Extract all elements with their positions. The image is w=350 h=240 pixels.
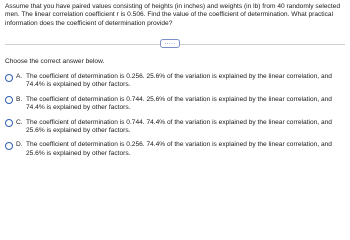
- option-a-letter: A.: [16, 73, 23, 80]
- option-b-letter: B.: [16, 95, 23, 103]
- radio-button-b[interactable]: [5, 96, 13, 104]
- option-c[interactable]: [5, 119, 347, 136]
- expand-more-button[interactable]: [160, 39, 180, 48]
- radio-button-c[interactable]: [5, 119, 13, 127]
- answer-options: [5, 73, 347, 164]
- option-d-letter: D.: [16, 141, 23, 149]
- option-b[interactable]: [5, 96, 347, 113]
- option-d[interactable]: [5, 141, 347, 158]
- option-c-letter: C.: [16, 118, 23, 126]
- option-d-text[interactable]: The coefficient of determination is 0.256. 74.4% of the variation is explained by the linear correlation, and 25.6% is explained by other factors.: [26, 141, 332, 157]
- option-b-text[interactable]: The coefficient of determination is 0.744. 25.6% of the variation is explained by the linear correlation, and 74.4% is explained by other factors.: [26, 95, 332, 112]
- question-text: Assume that you have paired values consisting of heights (in inches) and weights (in lb) from 40 randomly selected men. The linear correlation coefficient r is 0.506. Find the value of the coefficient of determination. What practical information does the coefficient of determination provide?: [5, 3, 340, 27]
- radio-button-d[interactable]: [5, 142, 13, 150]
- option-a[interactable]: [5, 73, 347, 90]
- answer-prompt: Choose the correct answer below.: [5, 58, 105, 65]
- ellipsis-icon: .....: [164, 39, 176, 46]
- radio-button-a[interactable]: [5, 74, 13, 82]
- option-c-text[interactable]: The coefficient of determination is 0.744. 74.4% of the variation is explained by the linear correlation, and 25.6% is explained by other factors.: [26, 118, 332, 135]
- option-a-text[interactable]: The coefficient of determination is 0.256. 25.6% of the variation is explained by the linear correlation, and 74.4% is explained by other factors.: [26, 73, 332, 89]
